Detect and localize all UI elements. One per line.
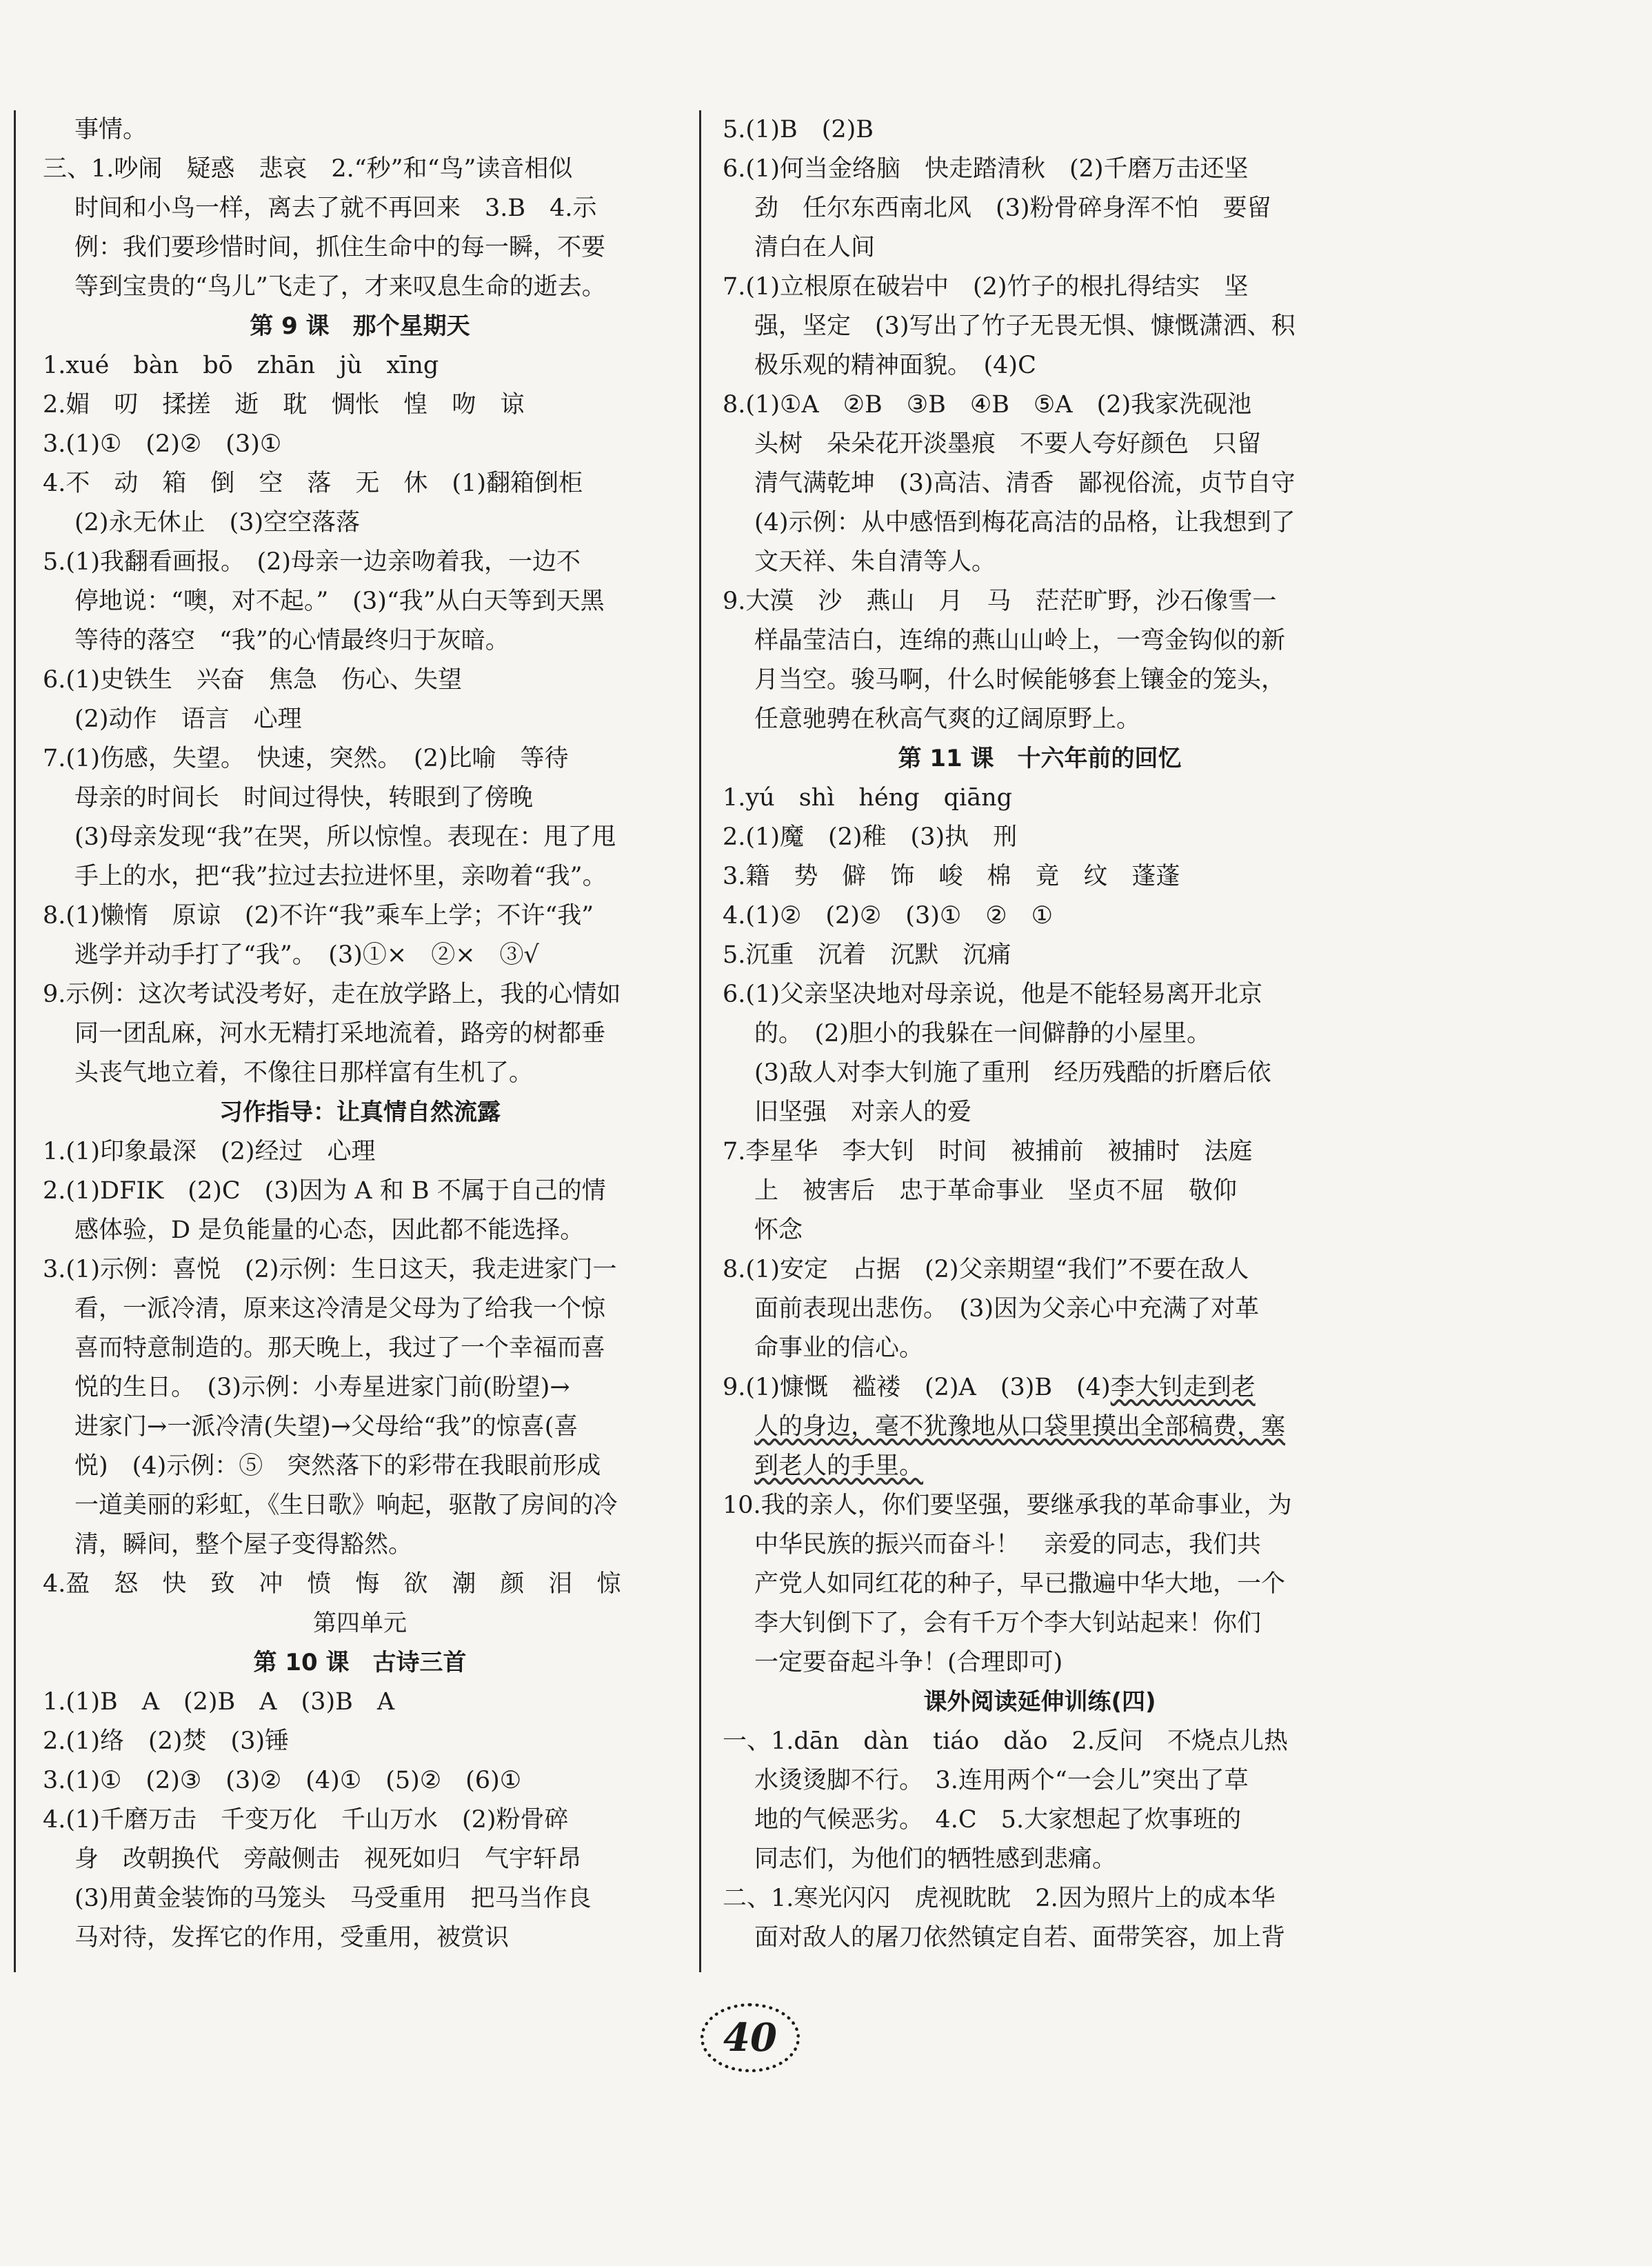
answer-line (43, 1054, 677, 1093)
left-margin-rule (14, 110, 16, 1972)
answer-text: 水烫烫脚不行。 3.连用两个“一会儿”突出了草 (754, 1767, 1249, 1794)
answer-line (723, 1722, 1357, 1761)
right-column (723, 110, 1357, 1958)
answer-text: 进家门→一派冷清(失望)→父母给“我”的惊喜(喜 (74, 1413, 578, 1441)
answer-text: 等到宝贵的“鸟儿”飞走了，才来叹息生命的逝去。 (74, 273, 606, 301)
answer-text: 4.盈 怒 快 致 冲 愤 悔 欲 潮 颜 泪 惊 (43, 1570, 621, 1598)
answer-line (723, 1290, 1357, 1329)
answer-line (723, 1604, 1357, 1643)
answer-line (43, 425, 677, 464)
answer-line (43, 857, 677, 896)
answer-text: 悦) (4)示例：⑤ 突然落下的彩带在我眼前形成 (74, 1452, 601, 1480)
answer-line (43, 1486, 677, 1525)
answer-line (43, 1722, 677, 1761)
answer-text: 感体验，D 是负能量的心态，因此都不能选择。 (74, 1216, 585, 1244)
answer-text: 看，一派冷清，原来这冷清是父母为了给我一个惊 (74, 1295, 606, 1323)
answer-line (723, 1329, 1357, 1368)
answer-line (43, 700, 677, 739)
wavy-underlined-text: 到老人的手里。 (754, 1452, 924, 1480)
answer-line (43, 150, 677, 189)
section-heading (43, 1643, 677, 1683)
answer-text: 逃学并动手打了“我”。 (3)①× ②× ③√ (74, 941, 539, 969)
answer-text: 4.(1)② (2)② (3)① ② ① (723, 902, 1054, 930)
answer-line (43, 779, 677, 818)
answer-line (723, 464, 1357, 503)
answer-text: 身 改朝换代 旁敲侧击 视死如归 气宇轩昂 (74, 1845, 582, 1873)
answer-text: 3.籍 势 僻 饰 峻 棉 竟 纹 蓬蓬 (723, 863, 1180, 890)
answer-line (723, 1250, 1357, 1290)
answer-text: 喜而特意制造的。那天晚上，我过了一个幸福而喜 (74, 1334, 606, 1362)
section-heading-text: 习作指导：让真情自然流露 (219, 1099, 501, 1126)
answer-line (43, 110, 677, 150)
answer-text: 5.沉重 沉着 沉默 沉痛 (723, 941, 1011, 969)
answer-text: 7.(1)立根原在破岩中 (2)竹子的根扎得结实 坚 (723, 273, 1249, 301)
answer-text: (2)永无休止 (3)空空落落 (74, 509, 361, 537)
answer-text: 7.李星华 李大钊 时间 被捕前 被捕时 法庭 (723, 1138, 1253, 1165)
answer-text: 清白在人间 (754, 234, 876, 261)
answer-text: 李大钊倒下了，会有千万个李大钊站起来！你们 (754, 1610, 1262, 1637)
answer-line (723, 1565, 1357, 1604)
answer-text: 面前表现出悲伤。 (3)因为父亲心中充满了对革 (754, 1295, 1260, 1323)
section-heading-text: 课外阅读延伸训练(四) (923, 1688, 1156, 1716)
answer-text: 10.我的亲人，你们要坚强，要继承我的革命事业，为 (723, 1492, 1292, 1519)
section-heading-text: 第 10 课 古诗三首 (253, 1649, 467, 1676)
answer-line (723, 1447, 1357, 1486)
answer-line (43, 1290, 677, 1329)
answer-line (43, 1879, 677, 1918)
answer-text: 任意驰骋在秋高气爽的辽阔原野上。 (754, 705, 1141, 733)
answer-line (723, 1879, 1357, 1918)
answer-line (723, 110, 1357, 150)
answer-line (723, 1525, 1357, 1565)
answer-text: 2.(1)DFIK (2)C (3)因为 A 和 B 不属于自己的情 (43, 1177, 606, 1205)
section-heading-text: 第 11 课 十六年前的回忆 (898, 745, 1182, 772)
answer-line (43, 621, 677, 661)
answer-text: 1.xué bàn bō zhān jù xīng (43, 352, 439, 379)
answer-text: 中华民族的振兴而奋斗！ 亲爱的同志，我们共 (754, 1531, 1262, 1558)
answer-line (723, 346, 1357, 385)
page-number: 40 (723, 2015, 777, 2061)
answer-line (43, 1683, 677, 1722)
answer-text: 8.(1)①A ②B ③B ④B ⑤A (2)我家洗砚池 (723, 391, 1252, 419)
answer-line (723, 1761, 1357, 1801)
answer-text: 4.不 动 箱 倒 空 落 无 休 (1)翻箱倒柜 (43, 470, 583, 497)
answer-line (723, 1014, 1357, 1054)
answer-line (43, 346, 677, 385)
answer-text: 上 被害后 忠于革命事业 坚贞不屈 敬仰 (754, 1177, 1238, 1205)
answer-text: 样晶莹洁白，连绵的燕山山岭上，一弯金钩似的新 (754, 627, 1286, 654)
answer-line (723, 1172, 1357, 1211)
answer-line (43, 1565, 677, 1604)
answer-text: 1.yú shì héng qiāng (723, 784, 1013, 812)
answer-text: 8.(1)安定 占据 (2)父亲期望“我们”不要在敌人 (723, 1256, 1249, 1283)
answer-line (43, 1447, 677, 1486)
answer-text: 文天祥、朱自清等人。 (754, 548, 996, 576)
answer-line (43, 1368, 677, 1407)
answer-line (43, 661, 677, 700)
answer-line (723, 1486, 1357, 1525)
answer-line (723, 425, 1357, 464)
wavy-underlined-text: 李大钊走到老 (1110, 1374, 1256, 1401)
answer-text: 极乐观的精神面貌。 (4)C (754, 352, 1036, 379)
answer-text: 同一团乱麻，河水无精打采地流着，路旁的树都垂 (74, 1020, 606, 1047)
answer-line (723, 1211, 1357, 1250)
answer-text: 一道美丽的彩虹，《生日歌》响起，驱散了房间的冷 (74, 1492, 618, 1519)
answer-text: 的。 (2)胆小的我躲在一间僻静的小屋里。 (754, 1020, 1211, 1047)
section-heading-text: 第四单元 (313, 1610, 407, 1637)
answer-line (723, 1093, 1357, 1132)
answer-line (43, 1840, 677, 1879)
answer-line (723, 543, 1357, 582)
answer-line (43, 1172, 677, 1211)
answer-line (43, 268, 677, 307)
answer-text: 7.(1)伤感，失望。 快速，突然。 (2)比喻 等待 (43, 745, 569, 772)
answer-text: (3)敌人对李大钊施了重刑 经历残酷的折磨后依 (754, 1059, 1271, 1087)
answer-line (723, 936, 1357, 975)
section-heading (723, 1683, 1357, 1722)
answer-line (723, 1054, 1357, 1093)
answer-line (43, 1525, 677, 1565)
answer-text: 事情。 (74, 116, 148, 143)
answer-text: 地的气候恶劣。 4.C 5.大家想起了炊事班的 (754, 1806, 1242, 1834)
answer-line (723, 857, 1357, 896)
answer-line (43, 1132, 677, 1172)
answer-text: 清气满乾坤 (3)高洁、清香 鄙视俗流，贞节自守 (754, 470, 1296, 497)
answer-text: 6.(1)何当金络脑 快走踏清秋 (2)千磨万击还坚 (723, 155, 1249, 183)
left-column (43, 110, 677, 1958)
section-heading (723, 739, 1357, 779)
answer-line (43, 543, 677, 582)
page-number-badge (701, 2003, 800, 2072)
answer-text: 5.(1)我翻看画报。 (2)母亲一边亲吻着我，一边不 (43, 548, 581, 576)
answer-text: 时间和小鸟一样，离去了就不再回来 3.B 4.示 (74, 194, 597, 222)
answer-line (723, 189, 1357, 228)
answer-text: 9.示例：这次考试没考好，走在放学路上，我的心情如 (43, 981, 621, 1008)
answer-text: 二、1.寒光闪闪 虎视眈眈 2.因为照片上的成本华 (723, 1885, 1276, 1912)
column-divider (699, 110, 701, 1972)
answer-text: 命事业的信心。 (754, 1334, 924, 1362)
answer-line (43, 896, 677, 936)
answer-text: 怀念 (754, 1216, 803, 1244)
answer-text: 旧坚强 对亲人的爱 (754, 1099, 972, 1126)
answer-text: 悦的生日。 (3)示例：小寿星进家门前(盼望)→ (74, 1374, 570, 1401)
answer-line (723, 1132, 1357, 1172)
answer-text: 8.(1)懒惰 原谅 (2)不许“我”乘车上学；不许“我” (43, 902, 594, 930)
answer-text: (2)动作 语言 心理 (74, 705, 302, 733)
answer-line (43, 503, 677, 543)
answer-text: 母亲的时间长 时间过得快，转眼到了傍晚 (74, 784, 534, 812)
answer-line (723, 1643, 1357, 1683)
section-heading-text: 第 9 课 那个星期天 (250, 312, 470, 340)
answer-text: 月当空。骏马啊，什么时候能够套上镶金的笼头， (754, 666, 1286, 694)
answer-text: 例：我们要珍惜时间，抓住生命中的每一瞬，不要 (74, 234, 606, 261)
answer-text: 清，瞬间，整个屋子变得豁然。 (74, 1531, 413, 1558)
answer-line (723, 1407, 1357, 1447)
answer-text: 三、1.吵闹 疑惑 悲哀 2.“秒”和“鸟”读音相似 (43, 155, 573, 183)
answer-text: 同志们，为他们的牺牲感到悲痛。 (754, 1845, 1117, 1873)
section-heading (43, 307, 677, 346)
answer-text: 3.(1)示例：喜悦 (2)示例：生日这天，我走进家门一 (43, 1256, 617, 1283)
answer-line (723, 621, 1357, 661)
answer-line (723, 1918, 1357, 1958)
answer-text: 9.(1)慷慨 褴褛 (2)A (3)B (4) (723, 1374, 1111, 1401)
answer-text: 马对待，发挥它的作用，受重用，被赏识 (74, 1924, 510, 1952)
answer-line (723, 268, 1357, 307)
wavy-underlined-text: 人的身边，毫不犹豫地从口袋里摸出全部稿费，塞 (754, 1413, 1286, 1441)
answer-text: 6.(1)父亲坚决地对母亲说，他是不能轻易离开北京 (723, 981, 1262, 1008)
section-heading (43, 1604, 677, 1643)
answer-text: 头树 朵朵花开淡墨痕 不要人夸好颜色 只留 (754, 430, 1262, 458)
answer-line (43, 385, 677, 425)
answer-line (723, 700, 1357, 739)
answer-line (43, 1211, 677, 1250)
answer-line (43, 464, 677, 503)
answer-line (723, 503, 1357, 543)
answer-text: 2.(1)络 (2)焚 (3)锤 (43, 1727, 290, 1755)
answer-text: 3.(1)① (2)② (3)① (43, 430, 282, 458)
answer-line (723, 228, 1357, 268)
answer-text: (4)示例：从中感悟到梅花高洁的品格，让我想到了 (754, 509, 1296, 537)
answer-text: (3)用黄金装饰的马笼头 马受重用 把马当作良 (74, 1885, 592, 1912)
answer-text: 5.(1)B (2)B (723, 116, 874, 143)
answer-text: 手上的水，把“我”拉过去拉进怀里，亲吻着“我”。 (74, 863, 607, 890)
answer-text: 头丧气地立着，不像往日那样富有生机了。 (74, 1059, 534, 1087)
answer-text: 劲 任尔东西南北风 (3)粉骨碎身浑不怕 要留 (754, 194, 1271, 222)
answer-text: (3)母亲发现“我”在哭，所以惊惶。表现在：甩了甩 (74, 823, 616, 851)
answer-text: 强，坚定 (3)写出了竹子无畏无惧、慷慨潇洒、积 (754, 312, 1296, 340)
answer-text: 9.大漠 沙 燕山 月 马 茫茫旷野，沙石像雪一 (723, 588, 1277, 615)
answer-text: 产党人如同红花的种子，早已撒遍中华大地，一个 (754, 1570, 1286, 1598)
answer-line (723, 779, 1357, 818)
answer-line (43, 936, 677, 975)
answer-line (43, 228, 677, 268)
answer-text: 4.(1)千磨万击 千变万化 千山万水 (2)粉骨碎 (43, 1806, 569, 1834)
answer-line (723, 307, 1357, 346)
answer-text: 1.(1)B A (2)B A (3)B A (43, 1688, 395, 1716)
answer-line (723, 385, 1357, 425)
answer-line (43, 1761, 677, 1801)
answer-line (43, 739, 677, 779)
answer-line (43, 975, 677, 1014)
answer-line (43, 1801, 677, 1840)
answer-line (723, 1368, 1357, 1407)
answer-line (723, 1840, 1357, 1879)
answer-line (43, 818, 677, 857)
answer-text: 一定要奋起斗争！(合理即可) (754, 1649, 1063, 1676)
answer-text: 一、1.dān dàn tiáo dǎo 2.反问 不烧点儿热 (723, 1727, 1288, 1755)
answer-text: 6.(1)史铁生 兴奋 焦急 伤心、失望 (43, 666, 462, 694)
answer-line (723, 975, 1357, 1014)
section-heading (43, 1093, 677, 1132)
answer-line (723, 1801, 1357, 1840)
answer-line (43, 1014, 677, 1054)
answer-line (43, 1329, 677, 1368)
answer-line (723, 896, 1357, 936)
answer-line (723, 661, 1357, 700)
answer-text: 面对敌人的屠刀依然镇定自若、面带笑容，加上背 (754, 1924, 1286, 1952)
answer-text: 2.媚 叨 揉搓 逝 耽 惆怅 惶 吻 谅 (43, 391, 525, 419)
answer-line (43, 1407, 677, 1447)
answer-text: 等待的落空 “我”的心情最终归于灰暗。 (74, 627, 510, 654)
answer-text: 2.(1)魔 (2)稚 (3)执 刑 (723, 823, 1018, 851)
answer-line (43, 1918, 677, 1958)
answer-text: 3.(1)① (2)③ (3)② (4)① (5)② (6)① (43, 1767, 522, 1794)
answer-line (43, 189, 677, 228)
answer-text: 停地说：“噢，对不起。” (3)“我”从白天等到天黑 (74, 588, 605, 615)
answer-line (723, 818, 1357, 857)
answer-line (723, 150, 1357, 189)
answer-line (43, 582, 677, 621)
answer-line (43, 1250, 677, 1290)
answer-text: 1.(1)印象最深 (2)经过 心理 (43, 1138, 376, 1165)
answer-line (723, 582, 1357, 621)
